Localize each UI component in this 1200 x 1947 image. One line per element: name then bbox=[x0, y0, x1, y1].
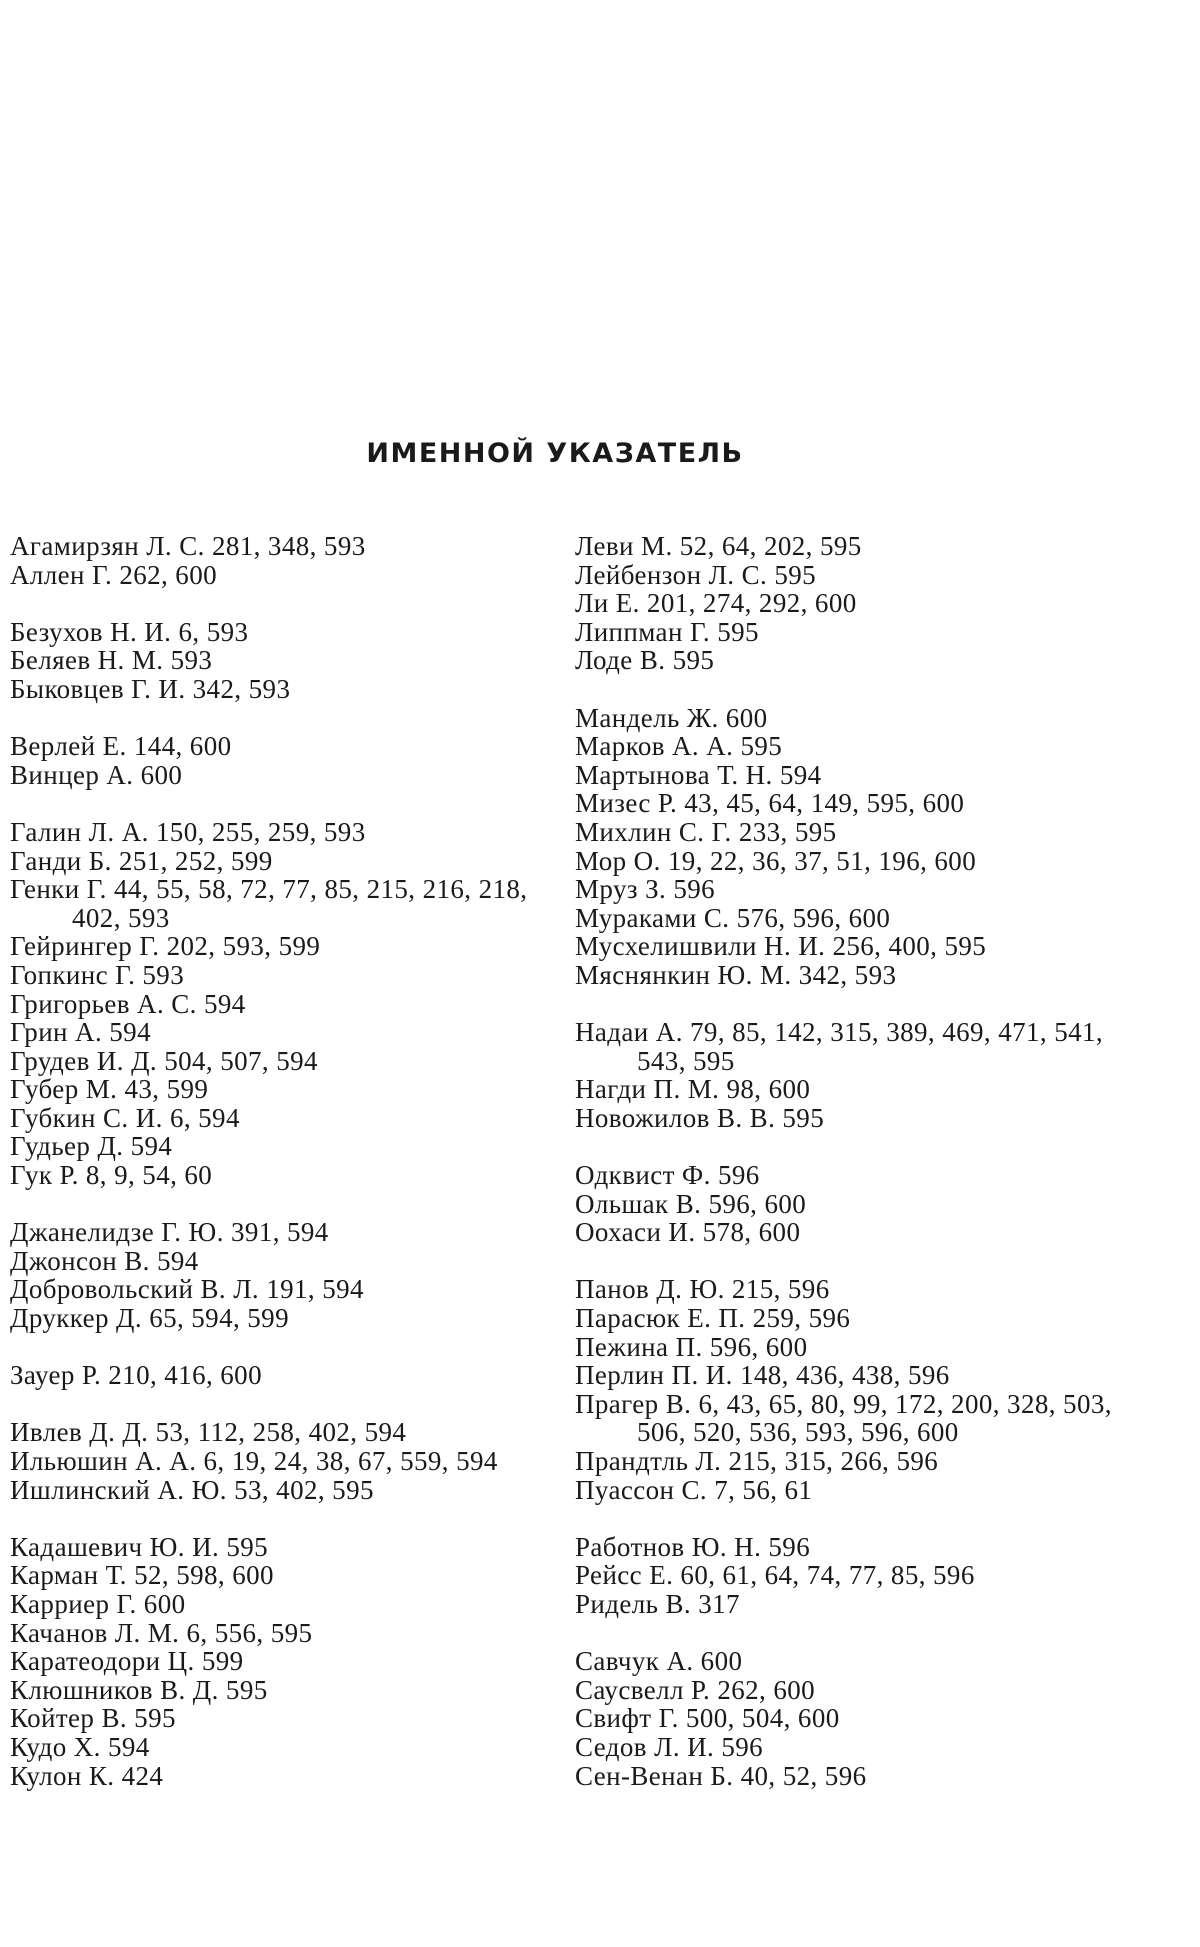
index-entry-pages: 259, 596 bbox=[752, 1303, 851, 1334]
index-entry bbox=[575, 761, 1115, 790]
index-entry-pages: 596 bbox=[768, 1531, 811, 1562]
index-entry bbox=[10, 1075, 550, 1104]
index-entry-pages: 595 bbox=[774, 559, 817, 590]
index-entry-name: Зауер Р. bbox=[10, 1360, 102, 1391]
index-entry-name: Лоде В. bbox=[575, 645, 666, 676]
index-entry bbox=[10, 1361, 550, 1390]
index-entry-name: Мандель Ж. bbox=[575, 702, 719, 733]
index-entry bbox=[575, 1104, 1115, 1133]
index-entry-pages: 594 bbox=[779, 759, 822, 790]
index-entry-name: Качанов Л. М. bbox=[10, 1617, 180, 1648]
index-entry-pages: 262, 600 bbox=[717, 1674, 816, 1705]
index-entry-name: Парасюк Е. П. bbox=[575, 1303, 746, 1334]
index-entry-pages: 202, 593, 599 bbox=[166, 931, 321, 962]
index-entry-pages: 600 bbox=[700, 1646, 743, 1677]
index-entry bbox=[575, 904, 1115, 933]
index-entry-pages: 53, 402, 595 bbox=[234, 1474, 374, 1505]
index-entry-name: Джанелидзе Г. Ю. bbox=[10, 1217, 224, 1248]
index-entry bbox=[575, 1647, 1115, 1676]
index-entry bbox=[575, 932, 1115, 961]
index-entry bbox=[10, 990, 550, 1019]
index-entry-name: Ишлинский А. Ю. bbox=[10, 1474, 227, 1505]
index-entry-name: Одквист Ф. bbox=[575, 1160, 711, 1191]
index-entry-name: Галин Л. А. bbox=[10, 816, 149, 847]
index-entry-pages: 596, 600 bbox=[709, 1331, 808, 1362]
index-entry-pages: 594 bbox=[203, 988, 246, 1019]
index-entry-name: Новожилов В. В. bbox=[575, 1102, 776, 1133]
index-entry bbox=[10, 561, 550, 590]
index-entry bbox=[575, 1275, 1115, 1304]
index-entry-name: Седов Л. И. bbox=[575, 1731, 715, 1762]
index-entry bbox=[575, 1361, 1115, 1390]
index-entry-name: Клюшников В. Д. bbox=[10, 1674, 219, 1705]
index-letter-group bbox=[575, 1018, 1115, 1132]
page-title: ИМЕННОЙ УКАЗАТЕЛЬ bbox=[366, 438, 744, 469]
index-entry-pages: 595 bbox=[782, 1102, 825, 1133]
index-entry-name: Мяснянкин Ю. М. bbox=[575, 959, 792, 990]
index-entry bbox=[575, 1590, 1115, 1619]
index-entry bbox=[10, 1218, 550, 1247]
index-entry-pages: 144, 600 bbox=[133, 731, 232, 762]
index-entry bbox=[10, 1447, 550, 1476]
index-entry bbox=[10, 1132, 550, 1161]
index-entry-pages: 596, 600 bbox=[708, 1188, 807, 1219]
index-entry bbox=[10, 1561, 550, 1590]
index-entry-name: Ганди Б. bbox=[10, 845, 112, 876]
index-entry bbox=[575, 1676, 1115, 1705]
index-entry bbox=[10, 646, 550, 675]
index-entry bbox=[575, 789, 1115, 818]
index-entry-pages: 600 bbox=[725, 702, 768, 733]
index-entry-name: Саусвелл Р. bbox=[575, 1674, 711, 1705]
index-entry-name: Надаи А. bbox=[575, 1017, 683, 1048]
index-entry-pages: 593 bbox=[142, 959, 185, 990]
index-letter-group bbox=[10, 1533, 550, 1790]
index-entry-pages: 201, 274, 292, 600 bbox=[646, 588, 857, 619]
index-entry-pages: 595 bbox=[740, 731, 783, 762]
index-entry bbox=[575, 646, 1115, 675]
index-entry-name: Ли Е. bbox=[575, 588, 640, 619]
index-letter-group bbox=[575, 1533, 1115, 1619]
index-entry-pages: 60, 61, 64, 74, 77, 85, 596 bbox=[680, 1560, 975, 1591]
index-entry-name: Пежина П. bbox=[575, 1331, 703, 1362]
index-entry-name: Григорьев А. С. bbox=[10, 988, 197, 1019]
index-entry-name: Верлей Е. bbox=[10, 731, 127, 762]
index-entry-name: Работнов Ю. Н. bbox=[575, 1531, 762, 1562]
index-entry-pages: 262, 600 bbox=[119, 559, 218, 590]
index-entry-name: Сен-Венан Б. bbox=[575, 1760, 734, 1791]
index-entry-name: Марков А. А. bbox=[575, 731, 734, 762]
index-entry-pages: 79, 85, 142, 315, 389, 469, 471, 541, 543, 595 bbox=[637, 1017, 1104, 1076]
index-entry-pages: 596 bbox=[717, 1160, 760, 1191]
index-entry bbox=[10, 1704, 550, 1733]
index-letter-group bbox=[10, 1418, 550, 1504]
index-entry-pages: 52, 64, 202, 595 bbox=[679, 531, 862, 561]
index-entry bbox=[575, 875, 1115, 904]
index-entry-pages: 595 bbox=[717, 616, 759, 647]
index-letter-group bbox=[10, 1218, 550, 1332]
index-entry-name: Беляев Н. М. bbox=[10, 645, 164, 676]
index-entry-name: Грин А. bbox=[10, 1017, 103, 1048]
index-entry bbox=[575, 618, 1115, 647]
index-entry bbox=[575, 1304, 1115, 1333]
index-entry-pages: 317 bbox=[698, 1588, 740, 1619]
index-entry bbox=[575, 704, 1115, 733]
index-entry bbox=[10, 675, 550, 704]
index-entry bbox=[575, 961, 1115, 990]
index-entry-name: Гопкинс Г. bbox=[10, 959, 136, 990]
index-entry bbox=[10, 1161, 550, 1190]
index-entry bbox=[575, 1533, 1115, 1562]
index-entry-pages: 599 bbox=[201, 1646, 244, 1677]
index-entry-pages: 595 bbox=[134, 1703, 176, 1734]
index-entry-name: Гейрингер Г. bbox=[10, 931, 160, 962]
index-entry-pages: 148, 436, 438, 596 bbox=[739, 1360, 950, 1391]
index-entry-name: Мруз З. bbox=[575, 874, 667, 905]
index-entry bbox=[10, 1647, 550, 1676]
index-entry bbox=[575, 589, 1115, 618]
index-entry-name: Агамирзян Л. С. bbox=[10, 531, 205, 561]
index-letter-group bbox=[10, 1361, 550, 1390]
index-entry bbox=[10, 618, 550, 647]
index-entry-pages: 342, 593 bbox=[192, 673, 291, 704]
index-entry-pages: 596 bbox=[721, 1731, 764, 1762]
index-entry bbox=[10, 1275, 550, 1304]
index-entry-name: Губер М. bbox=[10, 1074, 118, 1105]
index-entry bbox=[10, 932, 550, 961]
index-letter-group bbox=[575, 1161, 1115, 1247]
index-entry bbox=[10, 1304, 550, 1333]
index-entry bbox=[575, 1075, 1115, 1104]
index-entry-name: Прагер В. bbox=[575, 1388, 692, 1419]
index-entry-name: Лейбензон Л. С. bbox=[575, 559, 768, 590]
index-entry-pages: 600 bbox=[143, 1588, 186, 1619]
index-entry-pages: 65, 594, 599 bbox=[149, 1303, 289, 1334]
index-entry bbox=[575, 1161, 1115, 1190]
index-entry bbox=[575, 1333, 1115, 1362]
index-entry bbox=[10, 532, 550, 561]
index-entry-name: Перлин П. И. bbox=[575, 1360, 733, 1391]
index-entry-pages: 593 bbox=[170, 645, 213, 676]
index-entry-pages: 6, 593 bbox=[178, 616, 249, 647]
index-letter-group bbox=[10, 732, 550, 789]
index-entry-name: Ольшак В. bbox=[575, 1188, 702, 1219]
index-entry-pages: 40, 52, 596 bbox=[740, 1760, 867, 1791]
index-entry-name: Ильюшин А. А. bbox=[10, 1446, 197, 1476]
index-entry-pages: 595 bbox=[225, 1674, 268, 1705]
index-entry-pages: 215, 596 bbox=[731, 1274, 830, 1305]
index-entry-pages: 6, 594 bbox=[169, 1102, 240, 1133]
index-entry-pages: 594 bbox=[156, 1245, 199, 1276]
index-entry-name: Мизес Р. bbox=[575, 788, 678, 819]
index-entry-name: Мор О. bbox=[575, 845, 661, 876]
index-entry-name: Грудев И. Д. bbox=[10, 1045, 158, 1076]
index-entry-pages: 52, 598, 600 bbox=[134, 1560, 274, 1591]
index-entry-name: Савчук А. bbox=[575, 1646, 694, 1677]
index-entry bbox=[10, 1676, 550, 1705]
index-entry-pages: 256, 400, 595 bbox=[832, 931, 987, 962]
index-entry-name: Генки Г. bbox=[10, 874, 107, 905]
index-entry bbox=[575, 1561, 1115, 1590]
index-entry-name: Ивлев Д. Д. bbox=[10, 1417, 149, 1448]
index-entry-name: Нагди П. М. bbox=[575, 1074, 720, 1105]
index-entry-pages: 424 bbox=[121, 1760, 164, 1791]
index-entry bbox=[10, 1619, 550, 1648]
index-entry bbox=[575, 1762, 1115, 1791]
index-entry-name: Каратеодори Ц. bbox=[10, 1646, 195, 1677]
index-entry-pages: 576, 596, 600 bbox=[736, 902, 891, 933]
index-entry-pages: 6, 19, 24, 38, 67, 559, 594 bbox=[203, 1446, 498, 1476]
index-entry-pages: 251, 252, 599 bbox=[118, 845, 273, 876]
index-entry-pages: 150, 255, 259, 593 bbox=[155, 816, 366, 847]
index-entry-name: Карриер Г. bbox=[10, 1588, 137, 1619]
index-entry-pages: 594 bbox=[107, 1731, 150, 1762]
index-entry-name: Гук Р. bbox=[10, 1160, 79, 1191]
index-entry bbox=[575, 1018, 1115, 1075]
index-entry bbox=[10, 1476, 550, 1505]
index-entry bbox=[575, 1704, 1115, 1733]
index-entry bbox=[10, 847, 550, 876]
index-letter-group bbox=[575, 532, 1115, 675]
index-entry-name: Липпман Г. bbox=[575, 616, 711, 647]
index-entry bbox=[575, 1476, 1115, 1505]
index-letter-group bbox=[10, 618, 550, 704]
index-entry bbox=[575, 561, 1115, 590]
index-entry-pages: 19, 22, 36, 37, 51, 196, 600 bbox=[667, 845, 977, 876]
index-entry-pages: 578, 600 bbox=[702, 1217, 801, 1248]
index-entry bbox=[10, 1104, 550, 1133]
index-entry-name: Гудьер Д. bbox=[10, 1131, 124, 1162]
index-entry-name: Друккер Д. bbox=[10, 1303, 143, 1334]
index-entry-name: Винцер А. bbox=[10, 759, 134, 790]
index-entry-pages: 596 bbox=[673, 874, 716, 905]
index-entry-pages: 7, 56, 61 bbox=[714, 1474, 813, 1505]
index-entry-name: Мартынова Т. Н. bbox=[575, 759, 773, 790]
index-entry-pages: 233, 595 bbox=[738, 816, 837, 847]
index-entry bbox=[10, 818, 550, 847]
index-entry-pages: 215, 315, 266, 596 bbox=[728, 1446, 939, 1476]
index-entry-name: Прандтль Л. bbox=[575, 1446, 722, 1476]
index-letter-group bbox=[575, 704, 1115, 990]
index-entry-name: Кулон К. bbox=[10, 1760, 115, 1791]
index-entry-pages: 6, 556, 595 bbox=[186, 1617, 313, 1648]
index-entry bbox=[10, 761, 550, 790]
index-entry-name: Добровольский В. Л. bbox=[10, 1274, 260, 1305]
index-entry-pages: 191, 594 bbox=[266, 1274, 364, 1305]
index-entry-name: Свифт Г. bbox=[575, 1703, 679, 1734]
index-entry bbox=[10, 1047, 550, 1076]
index-entry bbox=[575, 1447, 1115, 1476]
index-entry bbox=[575, 1190, 1115, 1219]
index-entry-pages: 210, 416, 600 bbox=[108, 1360, 262, 1391]
index-entry-name: Панов Д. Ю. bbox=[575, 1274, 725, 1305]
index-entry-pages: 595 bbox=[226, 1531, 269, 1562]
index-entry-name: Пуассон С. bbox=[575, 1474, 708, 1505]
index-entry-name: Губкин С. И. bbox=[10, 1102, 163, 1133]
index-entry-pages: 98, 600 bbox=[726, 1074, 811, 1105]
index-entry-name: Аллен Г. bbox=[10, 559, 113, 590]
index-entry-pages: 594 bbox=[130, 1131, 173, 1162]
index-entry-pages: 43, 599 bbox=[124, 1074, 209, 1105]
index-entry-pages: 594 bbox=[109, 1017, 151, 1048]
index-entry-name: Рейсс Е. bbox=[575, 1560, 674, 1591]
index-entry-pages: 500, 504, 600 bbox=[685, 1703, 840, 1734]
index-entry bbox=[575, 532, 1115, 561]
index-entry bbox=[575, 1733, 1115, 1762]
index-entry bbox=[10, 1418, 550, 1447]
index-entry bbox=[575, 732, 1115, 761]
index-entry-pages: 342, 593 bbox=[798, 959, 897, 990]
index-entry-pages: 281, 348, 593 bbox=[211, 531, 366, 561]
index-entry bbox=[10, 732, 550, 761]
index-column-right bbox=[575, 532, 1115, 1819]
index-entry-pages: 8, 9, 54, 60 bbox=[85, 1160, 213, 1191]
index-entry-pages: 600 bbox=[140, 759, 183, 790]
index-entry bbox=[10, 1018, 550, 1047]
index-entry-pages: 595 bbox=[672, 645, 715, 676]
index-entry bbox=[10, 875, 550, 932]
index-entry-name: Оохаси И. bbox=[575, 1217, 696, 1248]
index-letter-group bbox=[575, 1275, 1115, 1504]
index-entry-name: Безухов Н. И. bbox=[10, 616, 172, 647]
index-entry bbox=[10, 1733, 550, 1762]
index-entry bbox=[10, 1533, 550, 1562]
index-entry-pages: 53, 112, 258, 402, 594 bbox=[155, 1417, 407, 1448]
index-entry bbox=[10, 1762, 550, 1791]
index-entry bbox=[575, 818, 1115, 847]
index-entry-pages: 391, 594 bbox=[231, 1217, 329, 1248]
index-entry-name: Ридель В. bbox=[575, 1588, 692, 1619]
index-letter-group bbox=[575, 1647, 1115, 1790]
index-entry-name: Леви М. bbox=[575, 531, 673, 561]
index-entry-pages: 44, 55, 58, 72, 77, 85, 215, 216, 218, 402, 593 bbox=[72, 874, 528, 933]
index-entry-name: Карман Т. bbox=[10, 1560, 127, 1591]
index-entry-name: Кудо Х. bbox=[10, 1731, 101, 1762]
index-entry-pages: 6, 43, 65, 80, 99, 172, 200, 328, 503, 506, 520, 536, 593, 596, 600 bbox=[637, 1388, 1112, 1448]
index-entry-pages: 43, 45, 64, 149, 595, 600 bbox=[684, 788, 965, 819]
index-entry bbox=[575, 847, 1115, 876]
index-entry-name: Быковцев Г. И. bbox=[10, 673, 186, 704]
index-entry bbox=[10, 1247, 550, 1276]
index-entry bbox=[10, 1590, 550, 1619]
index-letter-group bbox=[10, 532, 550, 589]
index-entry bbox=[10, 961, 550, 990]
index-letter-group bbox=[10, 818, 550, 1190]
index-entry-name: Кадашевич Ю. И. bbox=[10, 1531, 220, 1562]
index-entry-name: Мусхелишвили Н. И. bbox=[575, 931, 826, 962]
index-entry bbox=[575, 1390, 1115, 1447]
index-entry-pages: 504, 507, 594 bbox=[164, 1045, 318, 1076]
index-column-left bbox=[10, 532, 550, 1819]
index-entry-name: Джонсон В. bbox=[10, 1245, 150, 1276]
index-entry-name: Койтер В. bbox=[10, 1703, 128, 1734]
index-entry bbox=[575, 1218, 1115, 1247]
index-entry-name: Михлин С. Г. bbox=[575, 816, 732, 847]
index-entry-name: Мураками С. bbox=[575, 902, 730, 933]
